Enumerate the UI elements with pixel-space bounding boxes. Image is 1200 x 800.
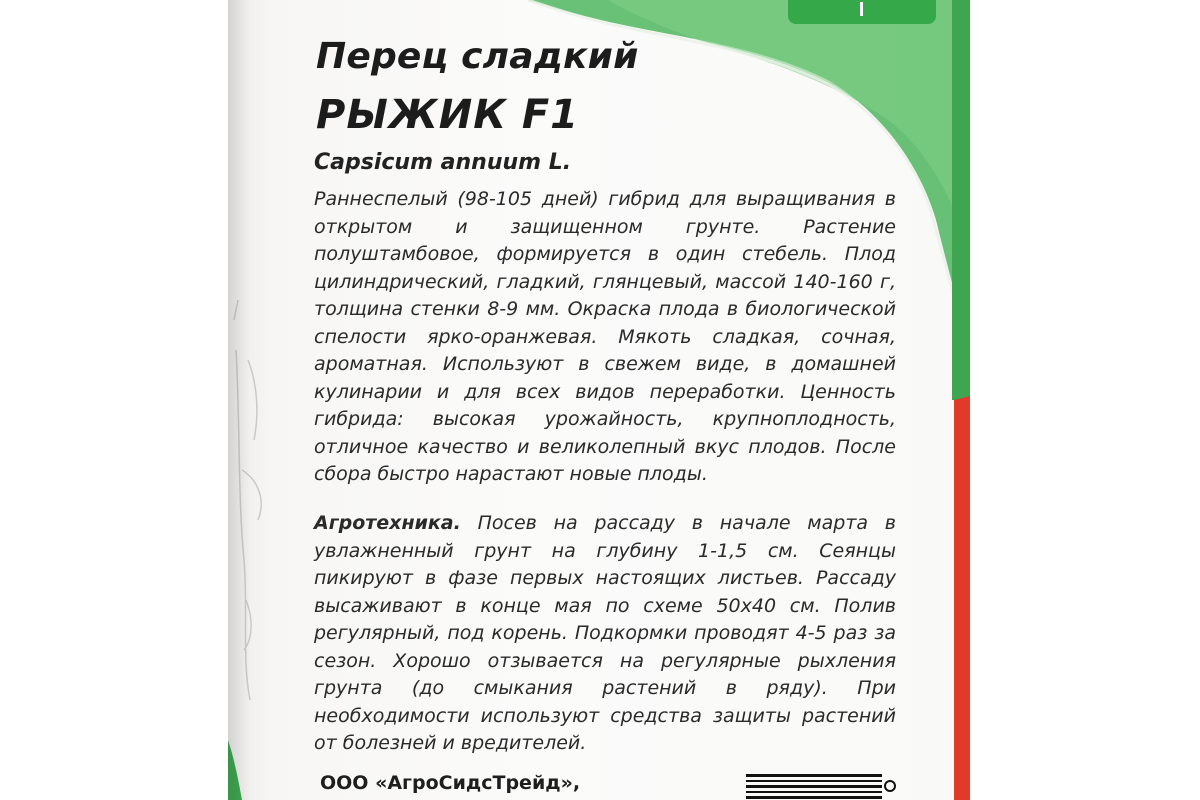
latin-name: Capsicum annuum L.: [314, 150, 572, 175]
right-green-strip: [952, 0, 970, 400]
agrotech-text: Посев на рассаду в начале марта в увлажненный грунт на глубину 1-1,5 см. Сеянцы пикируют в фазе первых настоящих листьев. Рассаду высаживают в конце мая по схеме 50х40 см. Полив регулярный, под корень. Подкормки проводят 4-5 раз за сезон. Хорошо отзывается на регулярные рыхления грунта (до смыкания растений в ряду). При необходимости используют средства защиты растений от болезней и вредителей.: [314, 512, 896, 754]
badge-mark-icon: [860, 2, 863, 16]
agrotech-section: [314, 510, 896, 758]
description-text: Раннеспелый (98-105 дней) гибрид для выращивания в открытом и защищенном грунте. Растение полуштамбовое, формируется в один стебель. Плод цилиндрический, гладкий, глянцевый, массой 140-160 г, толщина стенки 8-9 мм. Окраска плода в биологической спелости ярко-оранжевая. Мякоть сладкая, сочная, ароматная. Используют в свежем виде, в домашней кулинарии и для всех видов переработки. Ценность гибрида: высокая урожайность, крупноплодность, отличное качество и великолепный вкус плодов. После сбора быстро нарастают новые плоды.: [314, 188, 896, 485]
title-line-2: РЫЖИК F1: [316, 92, 579, 138]
agrotech-label: Агротехника.: [314, 512, 461, 534]
barcode-icon: [746, 772, 896, 800]
title-line-1: Перец сладкий: [316, 36, 639, 77]
green-badge: [788, 0, 936, 24]
company-name: ООО «АгроСидсТрейд»,: [320, 772, 581, 794]
seed-packet: [228, 0, 970, 800]
packet-edge-shadow: [228, 0, 250, 800]
right-red-stripe: [954, 396, 970, 800]
